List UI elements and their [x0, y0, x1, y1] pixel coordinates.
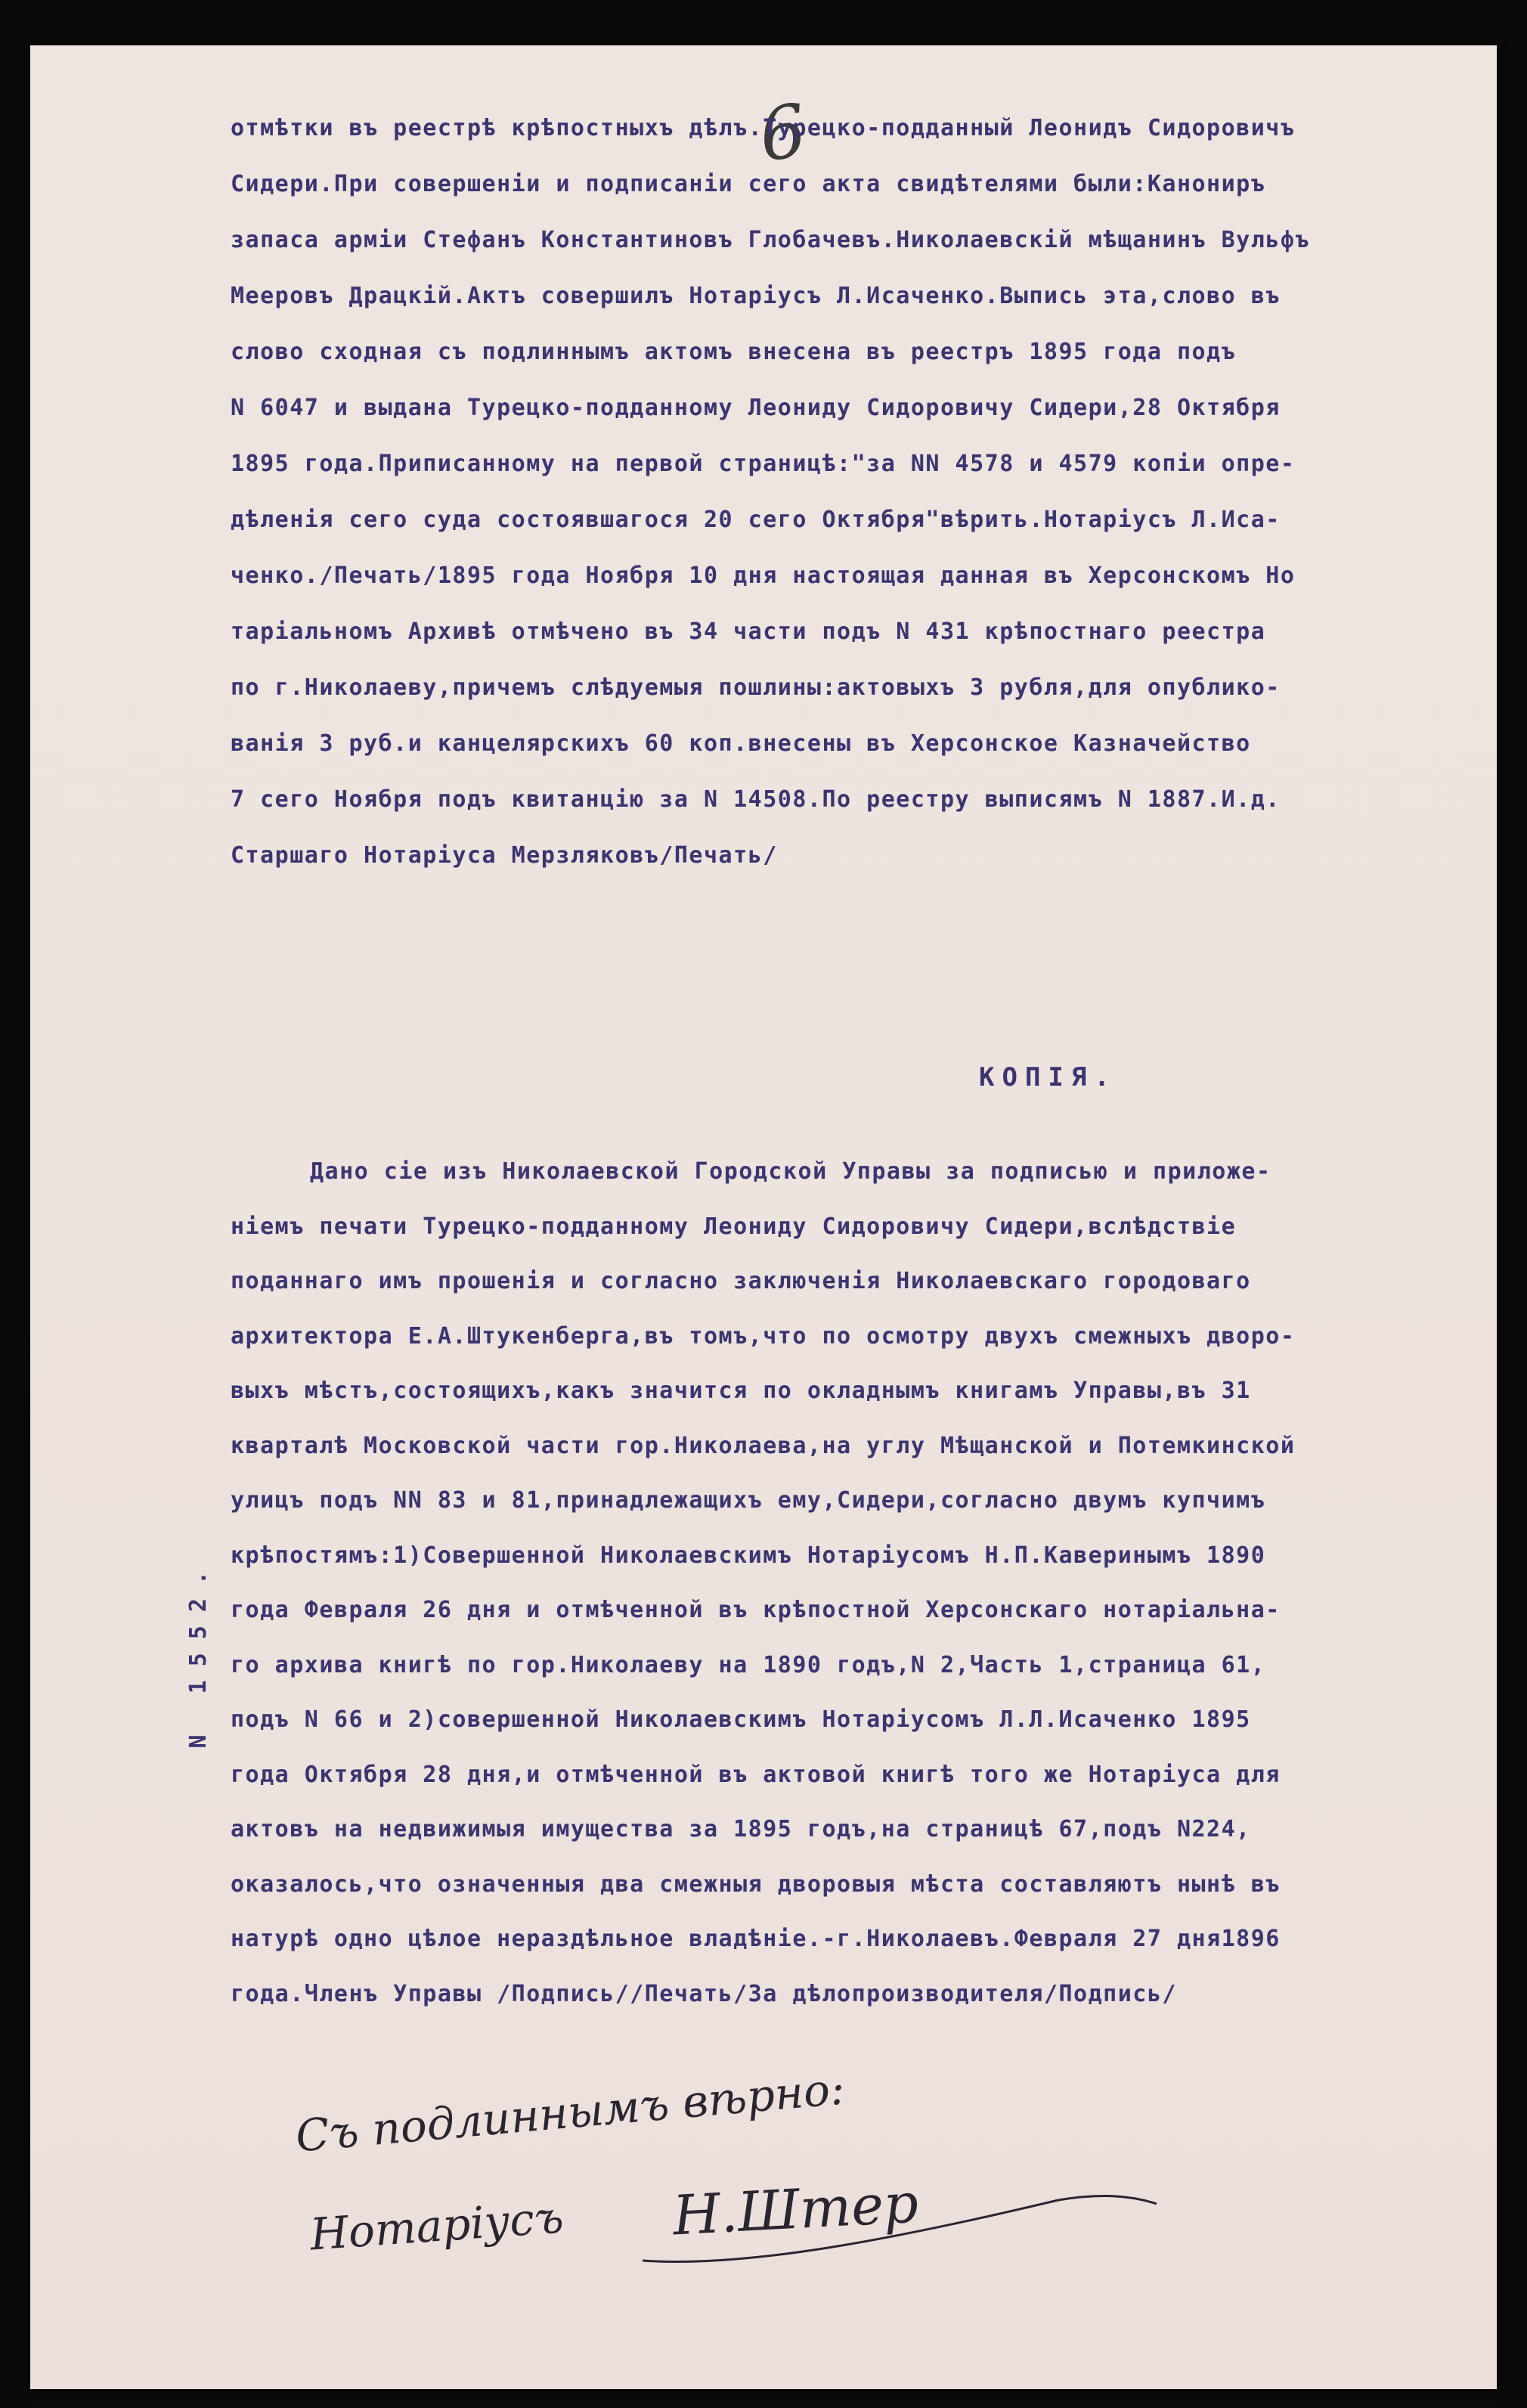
- heading-kopiya: КОПIЯ.: [979, 1062, 1117, 1092]
- text-line: слово сходная съ подлиннымъ актомъ внесена въ реестръ 1895 года подъ: [231, 339, 1237, 365]
- text-line: выхъ мѣстъ,состоящихъ,какъ значится по окладнымъ книгамъ Управы,въ 31: [231, 1378, 1251, 1404]
- text-line: оказалось,что означенныя два смежныя дворовыя мѣста составляютъ нынѣ въ: [231, 1870, 1281, 1898]
- text-line: крѣпостямъ:1)Совершенной Николаевскимъ Нотарiусомъ Н.П.Каверинымъ 1890: [231, 1542, 1266, 1569]
- text-line: улицъ подъ NN 83 и 81,принадлежащихъ ему,Сидери,согласно двумъ купчимъ: [231, 1487, 1266, 1514]
- text-line: Сидери.При совершенiи и подписанiи сего акта свидѣтелями были:Канониръ: [231, 171, 1266, 197]
- text-line: Старшаго Нотарiуса Мерзляковъ/Печать/: [231, 842, 778, 869]
- handwritten-certification-line: Съ подлиннымъ вѣрно:: [293, 2062, 847, 2162]
- text-line: тарiальномъ Архивѣ отмѣчено въ 34 части подъ N 431 крѣпостнаго реестра: [231, 618, 1266, 645]
- text-line: актовъ на недвижимыя имущества за 1895 годъ,на страницѣ 67,подъ N224,: [231, 1816, 1251, 1842]
- text-line: Дано сiе изъ Николаевской Городской Управы за подписью и приложе-: [310, 1158, 1271, 1185]
- text-line: архитектора Е.А.Штукенберга,въ томъ,что по осмотру двухъ смежныхъ дворо-: [231, 1322, 1296, 1350]
- text-line: года.Членъ Управы /Подпись//Печать/За дѣлопроизводителя/Подпись/: [231, 1980, 1177, 2007]
- text-line: ченко./Печать/1895 года Ноября 10 дня настоящая данная въ Херсонскомъ Но: [231, 562, 1296, 589]
- text-line: нiемъ печати Турецко-подданному Леониду Сидоровичу Сидери,вслѣдствiе: [231, 1213, 1237, 1240]
- page-number: 6: [754, 88, 812, 178]
- text-line: по г.Николаеву,причемъ слѣдуемыя пошлины:актовыхъ 3 рубля,для опублико-: [231, 674, 1281, 701]
- text-line: N 6047 и выдана Турецко-подданному Леониду Сидоровичу Сидери,28 Октября: [231, 395, 1281, 421]
- text-line: натурѣ одно цѣлое нераздѣльное владѣнiе.-г.Николаевъ.Февраля 27 дня1896: [231, 1926, 1281, 1952]
- text-line: дѣленiя сего суда состоявшагося 20 сего Октября"вѣрить.Нотарiусъ Л.Иса-: [231, 507, 1281, 533]
- signature-flourish: [635, 2177, 1164, 2283]
- text-line: запаса армiи Стефанъ Константиновъ Глобачевъ.Николаевскiй мѣщанинъ Вульфъ: [231, 227, 1310, 253]
- text-line: года Октября 28 дня,и отмѣченной въ актовой книгѣ того же Нотарiуса для: [231, 1761, 1281, 1788]
- text-line: подъ N 66 и 2)совершенной Николаевскимъ Нотарiусомъ Л.Л.Исаченко 1895: [231, 1706, 1251, 1733]
- handwritten-certification: [280, 2062, 1262, 2329]
- text-line: 1895 года.Приписанному на первой страницѣ:"за NN 4578 и 4579 копiи опре-: [231, 451, 1296, 477]
- text-line: отмѣтки въ реестрѣ крѣпостныхъ дѣлъ.Турецко-подданный Леонидъ Сидоровичъ: [231, 115, 1296, 141]
- text-line: года Февраля 26 дня и отмѣченной въ крѣпостной Херсонскаго нотарiальна-: [231, 1597, 1281, 1623]
- text-line: 7 сего Ноября подъ квитанцiю за N 14508.По реестру выписямъ N 1887.И.д.: [231, 786, 1281, 813]
- text-line: поданнаго имъ прошенiя и согласно заключенiя Николаевскаго городоваго: [231, 1268, 1251, 1294]
- margin-registry-number: N 1552.: [185, 1557, 212, 1749]
- text-line: ванiя 3 руб.и канцелярскихъ 60 коп.внесены въ Херсонское Казначейство: [231, 730, 1251, 757]
- text-line: го архива книгѣ по гор.Николаеву на 1890 годъ,N 2,Часть 1,страница 61,: [231, 1651, 1266, 1678]
- text-line: кварталѣ Московской части гор.Николаева,на углу Мѣщанской и Потемкинской: [231, 1432, 1296, 1459]
- handwritten-notary-title: Нотарiусъ: [308, 2191, 565, 2261]
- text-line: Мееровъ Драцкiй.Актъ совершилъ Нотарiусъ Л.Исаченко.Выпись эта,слово въ: [231, 283, 1281, 309]
- document-page: [30, 45, 1497, 2389]
- notary-signature: Н.Штер: [671, 2171, 920, 2248]
